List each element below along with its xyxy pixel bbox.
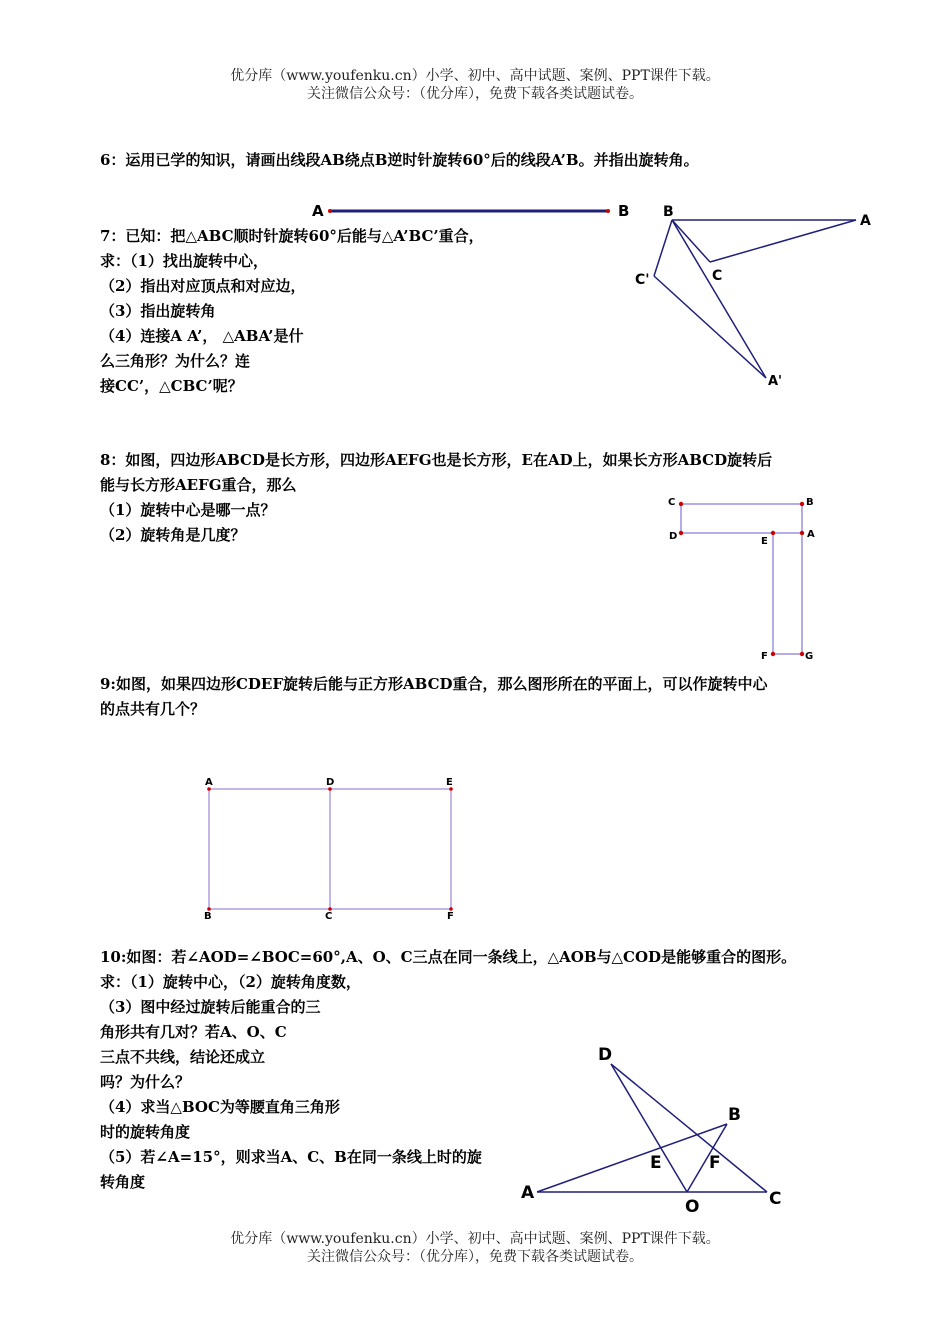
page-header-line2: 关注微信公众号：（优分库），免费下载各类试题试卷。 <box>307 86 643 102</box>
point-d <box>679 531 683 535</box>
rectangle-abcd <box>681 504 802 533</box>
question-7-line: 7：已知：把△ABC顺时针旋转60°后能与△A’BC’重合， <box>100 227 484 245</box>
label-b: B <box>728 1105 741 1125</box>
q9-squares-figure <box>195 772 475 927</box>
segment-dc <box>611 1064 767 1192</box>
question-7-line: 么三角形？为什么？连 <box>100 352 251 370</box>
question-10-line: 求：（1）旋转中心，（2）旋转角度数， <box>100 973 361 991</box>
point-f <box>771 652 775 656</box>
question-10-line: 时的旋转角度 <box>100 1123 191 1141</box>
point-g <box>800 652 804 656</box>
label-d: D <box>598 1045 613 1065</box>
question-10-line: （5）若∠A=15°，则求当A、C、B在同一条线上时的旋 <box>100 1148 482 1166</box>
point-a <box>328 209 332 213</box>
segment-ac <box>710 220 856 262</box>
label-a: A <box>521 1183 535 1203</box>
segment-ab <box>537 1124 727 1192</box>
question-9-line: 的点共有几个？ <box>100 700 206 718</box>
label-o: O <box>685 1197 700 1217</box>
label-c: C <box>769 1189 782 1209</box>
q6-segment-figure <box>300 198 640 224</box>
segment-ba-prime <box>672 220 766 378</box>
label-c-prime: C' <box>635 272 650 288</box>
question-10-line: 转角度 <box>100 1173 146 1191</box>
question-6-text: 6：运用已学的知识，请画出线段AB绕点B逆时针旋转60°后的线段A’B。并指出旋转角。 <box>100 151 699 169</box>
rectangle-aefg <box>773 533 802 654</box>
label-e: E <box>446 777 453 788</box>
label-e: E <box>650 1153 662 1173</box>
label-g: G <box>805 651 814 662</box>
question-7 <box>100 224 484 399</box>
question-9-line: 9:如图，如果四边形CDEF旋转后能与正方形ABCD重合，那么图形所在的平面上，可以作旋转中心 <box>100 675 768 693</box>
point-b <box>606 209 610 213</box>
question-7-line: 求：（1）找出旋转中心， <box>100 252 268 270</box>
square-abcd <box>209 789 330 909</box>
question-8-line: （2）旋转角是几度？ <box>100 526 246 544</box>
label-f: F <box>709 1153 721 1173</box>
label-a: A <box>860 213 871 229</box>
square-cdef <box>330 789 451 909</box>
question-8-line: 能与长方形AEFG重合，那么 <box>100 476 297 494</box>
page-footer-line2: 关注微信公众号：（优分库），免费下载各类试题试卷。 <box>307 1249 643 1265</box>
q7-triangle-figure <box>620 198 890 398</box>
label-e: E <box>761 536 768 547</box>
segment-ob <box>687 1124 727 1192</box>
label-c: C <box>325 911 333 922</box>
segment-c-prime-a-prime <box>654 276 766 378</box>
point-c <box>679 502 683 506</box>
question-7-line: （2）指出对应顶点和对应边， <box>100 277 306 295</box>
question-8-line: （1）旋转中心是哪一点？ <box>100 501 276 519</box>
label-f: F <box>761 651 768 662</box>
segment-bc-prime <box>654 220 672 276</box>
label-a: A <box>205 777 213 788</box>
label-c: C <box>668 497 676 508</box>
label-b: B <box>618 202 630 220</box>
question-10-line: 角形共有几对？若A、O、C <box>100 1023 287 1041</box>
label-a-prime: A' <box>768 374 783 389</box>
question-10-line: 三点不共线，结论还成立 <box>100 1048 266 1066</box>
label-a: A <box>312 202 324 220</box>
label-d: D <box>326 777 335 788</box>
question-9 <box>100 672 860 722</box>
segment-bc <box>672 220 710 262</box>
label-b: B <box>663 204 674 220</box>
question-7-line: （4）连接A A’， △ABA’是什 <box>100 327 304 345</box>
label-f: F <box>447 911 454 922</box>
question-10-line: （3）图中经过旋转后能重合的三 <box>100 998 321 1016</box>
question-10-line: 吗？为什么？ <box>100 1073 191 1091</box>
label-b: B <box>806 497 814 508</box>
q8-rectangles-figure <box>660 490 830 665</box>
label-a: A <box>807 529 815 540</box>
page-footer-line1: 优分库（www.youfenku.cn）小学、初中、高中试题、案例、PPT课件下载。 <box>230 1231 720 1247</box>
question-8-line: 8：如图，四边形ABCD是长方形，四边形AEFG也是长方形，E在AD上，如果长方形ABCD旋转后 <box>100 451 773 469</box>
question-7-line: 接CC’，△CBC’呢？ <box>100 377 243 395</box>
point-a <box>800 531 804 535</box>
label-b: B <box>204 911 212 922</box>
page-header-line1: 优分库（www.youfenku.cn）小学、初中、高中试题、案例、PPT课件下载。 <box>230 68 720 84</box>
point-e <box>771 531 775 535</box>
question-6 <box>100 148 699 173</box>
question-7-line: （3）指出旋转角 <box>100 302 216 320</box>
question-10-line: 10:如图：若∠AOD=∠BOC=60°,A、O、C三点在同一条线上，△AOB与△COD是能够重合的图形。 <box>100 948 797 966</box>
label-c: C <box>712 268 723 284</box>
label-d: D <box>669 531 678 542</box>
question-10-line: （4）求当△BOC为等腰直角三角形 <box>100 1098 340 1116</box>
segment-do <box>611 1064 687 1192</box>
point-b <box>800 502 804 506</box>
q10-triangles-figure <box>515 1040 795 1220</box>
